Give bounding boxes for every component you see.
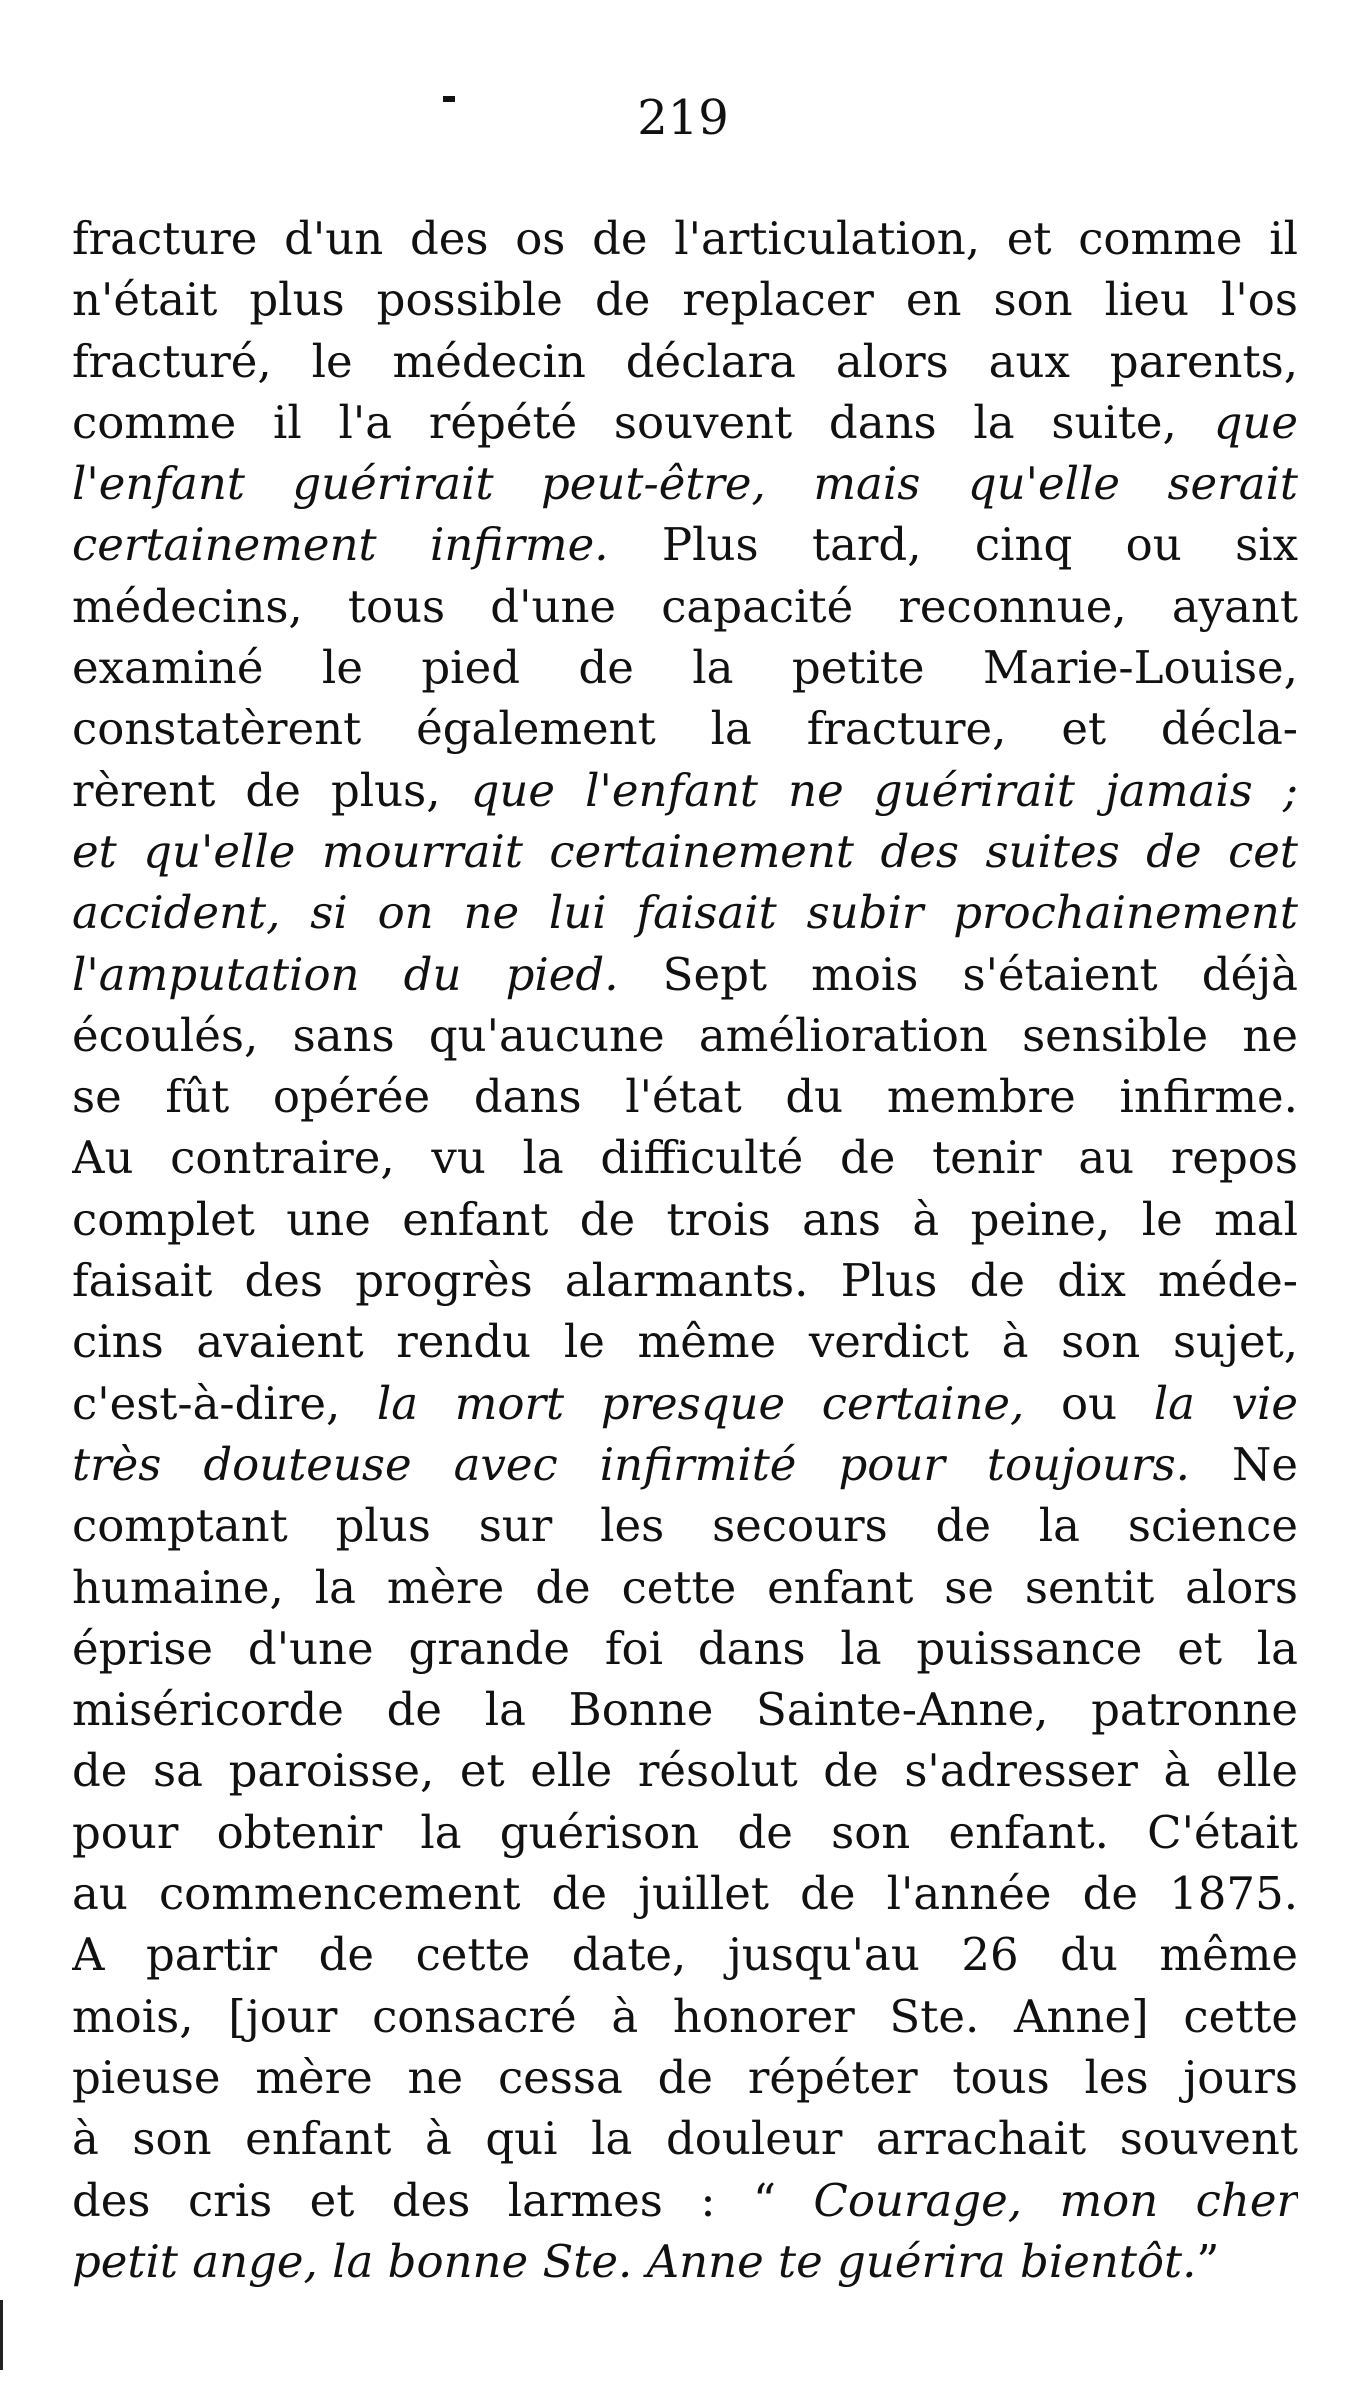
text-line	[72, 1434, 1298, 1495]
text-line	[72, 1740, 1298, 1801]
text-line	[72, 1373, 1298, 1434]
text-line	[72, 944, 1298, 1005]
text-run: Sept mois s'étaient déjà	[618, 947, 1298, 1001]
text-line	[72, 1802, 1298, 1863]
text-run: constatèrent également la fracture, et décla-	[72, 702, 1298, 756]
text-run: cins avaient rendu le même verdict à son sujet,	[72, 1315, 1298, 1369]
text-run: miséricorde de la Bonne Sainte-Anne, patronne	[72, 1683, 1298, 1737]
italic-text: la vie	[1153, 1376, 1298, 1430]
text-run: écoulés, sans qu'aucune amélioration sensible ne	[72, 1008, 1298, 1062]
text-line	[72, 760, 1298, 821]
text-line	[72, 1679, 1298, 1740]
scan-edge-mark	[0, 2300, 3, 2370]
text-line	[72, 637, 1298, 698]
text-line	[72, 2108, 1298, 2169]
text-line	[72, 514, 1298, 575]
text-line	[72, 882, 1298, 943]
text-line	[72, 1066, 1298, 1127]
text-run: ou	[1024, 1376, 1154, 1430]
text-line	[72, 1863, 1298, 1924]
text-run: pour obtenir la guérison de son enfant. C'était	[72, 1805, 1298, 1859]
text-run: ”	[1196, 2234, 1220, 2288]
text-run: se fût opérée dans l'état du membre infirme.	[72, 1070, 1298, 1124]
text-line	[72, 1250, 1298, 1311]
text-line	[72, 1495, 1298, 1556]
text-line	[72, 698, 1298, 759]
text-run: rèrent de plus,	[72, 763, 471, 817]
text-line	[72, 1189, 1298, 1250]
text-run: comptant plus sur les secours de la science	[72, 1499, 1298, 1553]
text-run: Ne	[1189, 1437, 1298, 1491]
text-run: comme il l'a répété souvent dans la suite,	[72, 395, 1214, 449]
text-line	[72, 331, 1298, 392]
text-line	[72, 269, 1298, 330]
text-line	[72, 1924, 1298, 1985]
text-line	[72, 2170, 1298, 2231]
text-run: pieuse mère ne cessa de répéter tous les jours	[72, 2050, 1298, 2104]
text-run: au commencement de juillet de l'année de 1875.	[72, 1867, 1298, 1921]
text-line	[72, 576, 1298, 637]
italic-text: Courage, mon cher	[813, 2173, 1298, 2227]
italic-text: l'amputation du pied.	[72, 947, 619, 1001]
text-run: complet une enfant de trois ans à peine, le mal	[72, 1192, 1298, 1246]
text-run: c'est-à-dire,	[72, 1376, 377, 1430]
text-run: médecins, tous d'une capacité reconnue, ayant	[72, 579, 1298, 633]
text-line	[72, 208, 1298, 269]
text-line	[72, 821, 1298, 882]
text-line	[72, 1986, 1298, 2047]
italic-text: accident, si on ne lui faisait subir prochainement	[72, 886, 1298, 940]
text-line	[72, 392, 1298, 453]
text-line	[72, 1557, 1298, 1618]
text-run: à son enfant à qui la douleur arrachait souvent	[72, 2112, 1298, 2166]
text-line	[72, 1127, 1298, 1188]
italic-text: petit ange, la bonne Ste. Anne te guérira bientôt.	[72, 2234, 1197, 2288]
text-line	[72, 453, 1298, 514]
text-run: fracture d'un des os de l'articulation, et comme il	[72, 212, 1298, 265]
text-run: fracturé, le médecin déclara alors aux parents,	[72, 334, 1298, 388]
italic-text: que l'enfant ne guérirait jamais ;	[470, 763, 1298, 817]
text-run: Au contraire, vu la difficulté de tenir au repos	[72, 1131, 1298, 1185]
text-run: éprise d'une grande foi dans la puissance et la	[72, 1621, 1298, 1675]
text-line	[72, 2047, 1298, 2108]
text-run: Plus tard, cinq ou six	[608, 518, 1298, 572]
text-run: mois, [jour consacré à honorer Ste. Anne] cette	[72, 1989, 1298, 2043]
italic-text: certainement infirme.	[72, 518, 609, 572]
text-line	[72, 1005, 1298, 1066]
text-run: faisait des progrès alarmants. Plus de dix méde-	[72, 1254, 1298, 1308]
text-run: des cris et des larmes : “	[72, 2173, 814, 2227]
text-run: examiné le pied de la petite Marie-Louise,	[72, 641, 1298, 695]
text-run: A partir de cette date, jusqu'au 26 du même	[72, 1928, 1298, 1982]
italic-text: la mort presque certaine,	[376, 1376, 1025, 1430]
italic-text: et qu'elle mourrait certainement des suites de cet	[72, 824, 1298, 878]
italic-text: très douteuse avec infirmité pour toujours.	[72, 1437, 1190, 1491]
text-line	[72, 1618, 1298, 1679]
body-text	[72, 208, 1298, 2292]
text-run: n'était plus possible de replacer en son lieu l'os	[72, 273, 1298, 327]
text-run: humaine, la mère de cette enfant se sentit alors	[72, 1560, 1298, 1614]
text-run: de sa paroisse, et elle résolut de s'adresser à elle	[72, 1744, 1298, 1798]
italic-text: l'enfant guérirait peut-être, mais qu'elle serait	[72, 457, 1298, 511]
text-line	[72, 2231, 1298, 2292]
italic-text: que	[1213, 395, 1298, 449]
text-line	[72, 1311, 1298, 1372]
page-number: 219	[637, 90, 729, 146]
